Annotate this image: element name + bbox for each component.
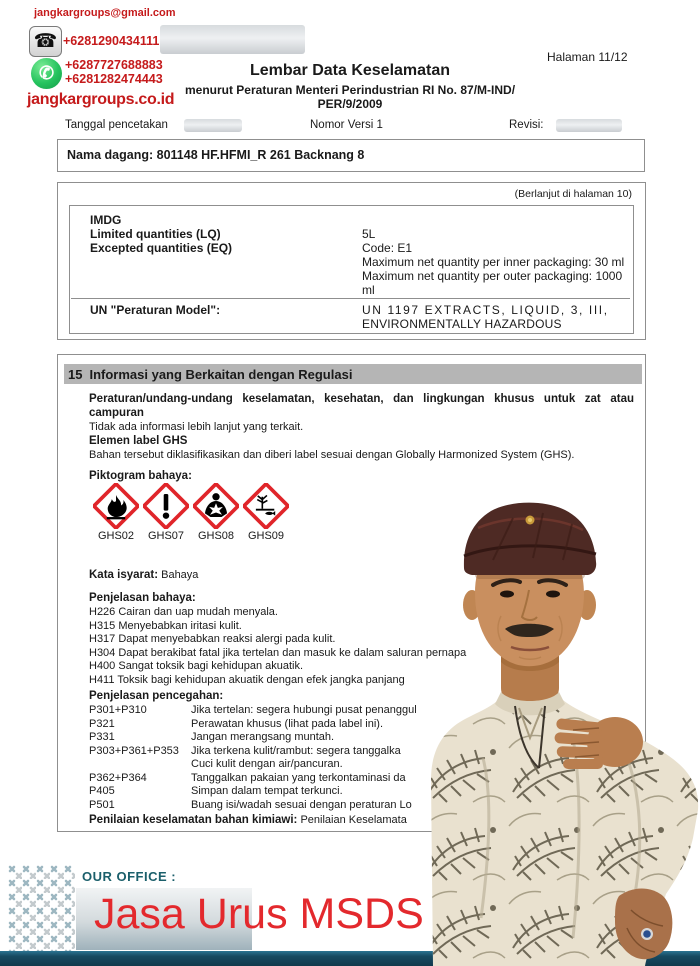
ghs-health-hazard-icon [193,483,239,529]
ghs-element-body: Bahan tersebut diklasifikasikan dan diberi label sesuai dengan Globally Harmonized System (GHS). [89,449,575,461]
table-divider [71,298,630,299]
telephone-icon: ☎ [29,26,62,57]
contact-phone-link[interactable]: +6281290434111 [63,34,160,48]
hazard-statement: H304 Dapat berakibat fatal jika tertelan dan masuk ke dalam saluran pernapa [89,646,467,659]
signal-word-line [89,569,198,583]
ghs-element-heading: Elemen label GHS [89,435,188,447]
lq-value: 5L [362,227,376,241]
precaution-code: P501 [89,798,115,811]
document-subtitle-line1: menurut Peraturan Menteri Perindustrian RI No. 87/M-IND/ [184,83,516,97]
document-subtitle-line2: PER/9/2009 [317,97,383,111]
signal-word-label: Kata isyarat: [89,569,159,581]
eq-value-line: Maximum net quantity per inner packaging: 30 ml [362,255,625,269]
precaution-text: Jika tertelan: segera hubungi pusat penanggul [191,704,417,716]
contact-whatsapp1-link[interactable]: +6287727688883 [65,58,163,72]
ghs-pictogram-row [91,483,291,542]
section15-number: 15 [68,366,83,382]
precaution-code: P301+P310 [89,704,147,716]
ghs-exclamation-icon [143,483,189,529]
eq-value-line: Maximum net quantity per outer packaging: 1000 [362,269,623,283]
hand-on-chest [554,717,643,769]
version-label: Nomor Versi 1 [310,119,383,131]
hazard-statement-list [89,606,466,687]
precaution-text: Jika terkena kulit/rambut: segera tanggalka [191,744,401,757]
ghs-pictogram-label: GHS09 [247,530,285,542]
hazard-statement: H411 Toksik bagi kehidupan akuatik dengan efek jangka panjang [89,673,405,686]
precaution-code [89,758,191,772]
person-photo [423,498,700,966]
continued-note: (Berlanjut di halaman 10) [514,188,632,200]
precaution-code: P321 [89,717,115,730]
redacted-revision [556,119,622,132]
ghs-pictogram [191,483,241,542]
trade-name-box [57,139,645,172]
un-model-label: UN "Peraturan Model": [90,303,221,317]
precaution-text: Simpan dalam tempat terkunci. [191,785,343,797]
precaution-heading: Penjelasan pencegahan: [89,690,224,702]
ghs-environment-icon [243,483,289,529]
footer-weave-pattern [8,865,75,954]
ghs-pictogram-label: GHS08 [197,530,235,542]
regulation-heading: Peraturan/undang-undang keselamatan, kesehatan, dan lingkungan khusus untuk zat atau campuran [89,393,634,419]
pictogram-heading: Piktogram bahaya: [89,470,192,482]
hazard-statement: H315 Menyebabkan iritasi kulit. [89,619,242,632]
un-model-value-line1: UN 1197 EXTRACTS, LIQUID, 3, III, [362,303,609,317]
section15-title: Informasi yang Berkaitan dengan Regulasi [89,366,353,382]
lq-label: Limited quantities (LQ) [90,227,221,241]
un-model-value-line2: ENVIRONMENTALLY HAZARDOUS [362,317,562,331]
imdg-title: IMDG [90,213,122,227]
assessment-label: Penilaian keselamatan bahan kimiawi: [89,814,298,826]
hazard-statement: H226 Cairan dan uap mudah menyala. [89,606,278,618]
traditional-hat [464,503,596,575]
ghs-pictogram-label: GHS07 [147,530,185,542]
print-date-label: Tanggal pencetakan [65,119,168,131]
ghs-pictogram [241,483,291,542]
eq-label: Excepted quantities (EQ) [90,241,233,255]
precaution-text: Tanggalkan pakaian yang terkontaminasi da [191,771,406,784]
precaution-text: Jangan merangsang muntah. [191,731,335,743]
section15-header [64,364,642,384]
contact-whatsapp2-link[interactable]: +6281282474443 [65,72,163,86]
transport-box [57,182,646,340]
ghs-flame-icon [93,483,139,529]
office-label: OUR OFFICE : [82,869,177,884]
contact-email-link[interactable]: jangkargroups@gmail.com [34,7,176,19]
revision-label: Revisi: [509,119,544,131]
contact-website-link[interactable]: jangkargroups.co.id [27,91,175,108]
precaution-text: Cuci kulit dengan air/pancuran. [191,758,343,770]
trade-name-label: Nama dagang: [67,148,154,162]
precaution-code: P362+P364 [89,771,147,784]
trade-name-value: 801148 HF.HFMI_R 261 Backnang 8 [156,148,365,162]
precaution-text: Perawatan khusus (lihat pada label ini). [191,717,384,730]
hazard-heading: Penjelasan bahaya: [89,592,196,604]
ghs-pictogram [91,483,141,542]
imdg-table [69,205,634,334]
signal-word-value: Bahaya [161,569,199,581]
eq-value-line: Code: E1 [362,241,413,255]
whatsapp-icon: ✆ [31,58,62,89]
brand-name: Jasa Urus MSDS [94,890,424,938]
ghs-pictogram [141,483,191,542]
chemical-assessment-line [89,814,407,828]
redacted-logo [160,25,305,54]
eq-value-line: ml [362,283,375,297]
document-title: Lembar Data Keselamatan [249,62,451,79]
precaution-code: P303+P361+P353 [89,744,179,757]
page-indicator: Halaman 11/12 [547,50,628,64]
assessment-text: Penilaian Keselamata [300,814,407,826]
hazard-statement: H400 Sangat toksik bagi kehidupan akuatik. [89,660,304,672]
hazard-statement: H317 Dapat menyebabkan reaksi alergi pada kulit. [89,633,336,645]
redacted-print-date [184,119,242,132]
precaution-code: P331 [89,731,115,743]
regulation-body: Tidak ada informasi lebih lanjut yang terkait. [89,421,304,433]
precaution-code: P405 [89,785,115,797]
ghs-pictogram-label: GHS02 [97,530,135,542]
precaution-text: Buang isi/wadah sesuai dengan peraturan Lo [191,798,412,811]
